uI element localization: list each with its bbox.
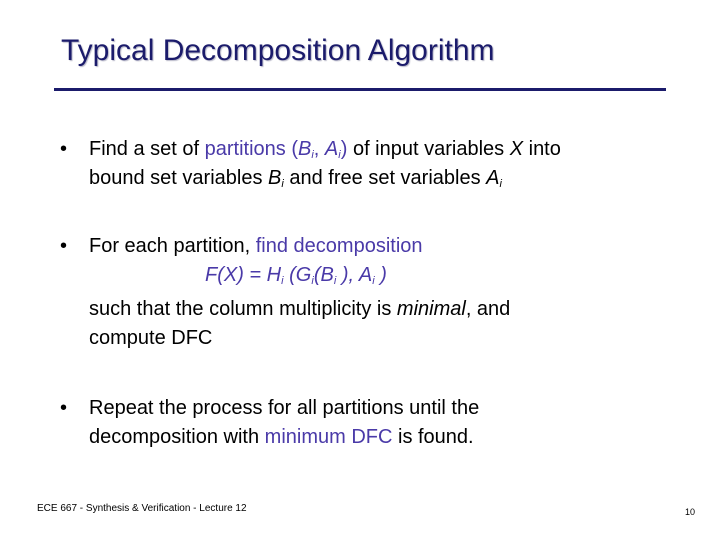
find-decomposition-highlight: find decomposition (255, 235, 423, 257)
bullet-1-line-2: bound set variables $B_i$ and free set variables $A_i$ (89, 167, 502, 190)
bullet-1-line-1: Find a set of partitions ($B_i$, $A_i$) of input variables X into (89, 138, 561, 161)
bullet-1-marker: • (60, 138, 68, 160)
bullet-2-line-3: such that the column multiplicity is minimal, and (89, 298, 511, 320)
bullet-3-line-2: decomposition with minimum DFC is found. (89, 426, 474, 448)
bullet-3-marker: • (60, 397, 68, 419)
bullet-2-line-4: compute DFC (89, 327, 213, 349)
slide-title: Typical Decomposition Algorithm (61, 34, 495, 67)
footer-course: ECE 667 - Synthesis & Verification - Lecture 12 (37, 503, 247, 514)
title-underline (54, 88, 666, 91)
minimum-dfc-highlight: minimum DFC (264, 426, 393, 448)
bullet-2-marker: • (60, 235, 68, 257)
bullet-3-line-1: Repeat the process for all partitions until the (89, 397, 480, 419)
partitions-highlight: partitions (204, 138, 286, 160)
decomposition-formula: $F(X) = H_i$ ($G_i(B_i$ ), $A_i$ ) (205, 264, 387, 287)
page-number: 10 (685, 507, 696, 517)
bullet-2-line-1: For each partition, find decomposition (89, 235, 423, 257)
